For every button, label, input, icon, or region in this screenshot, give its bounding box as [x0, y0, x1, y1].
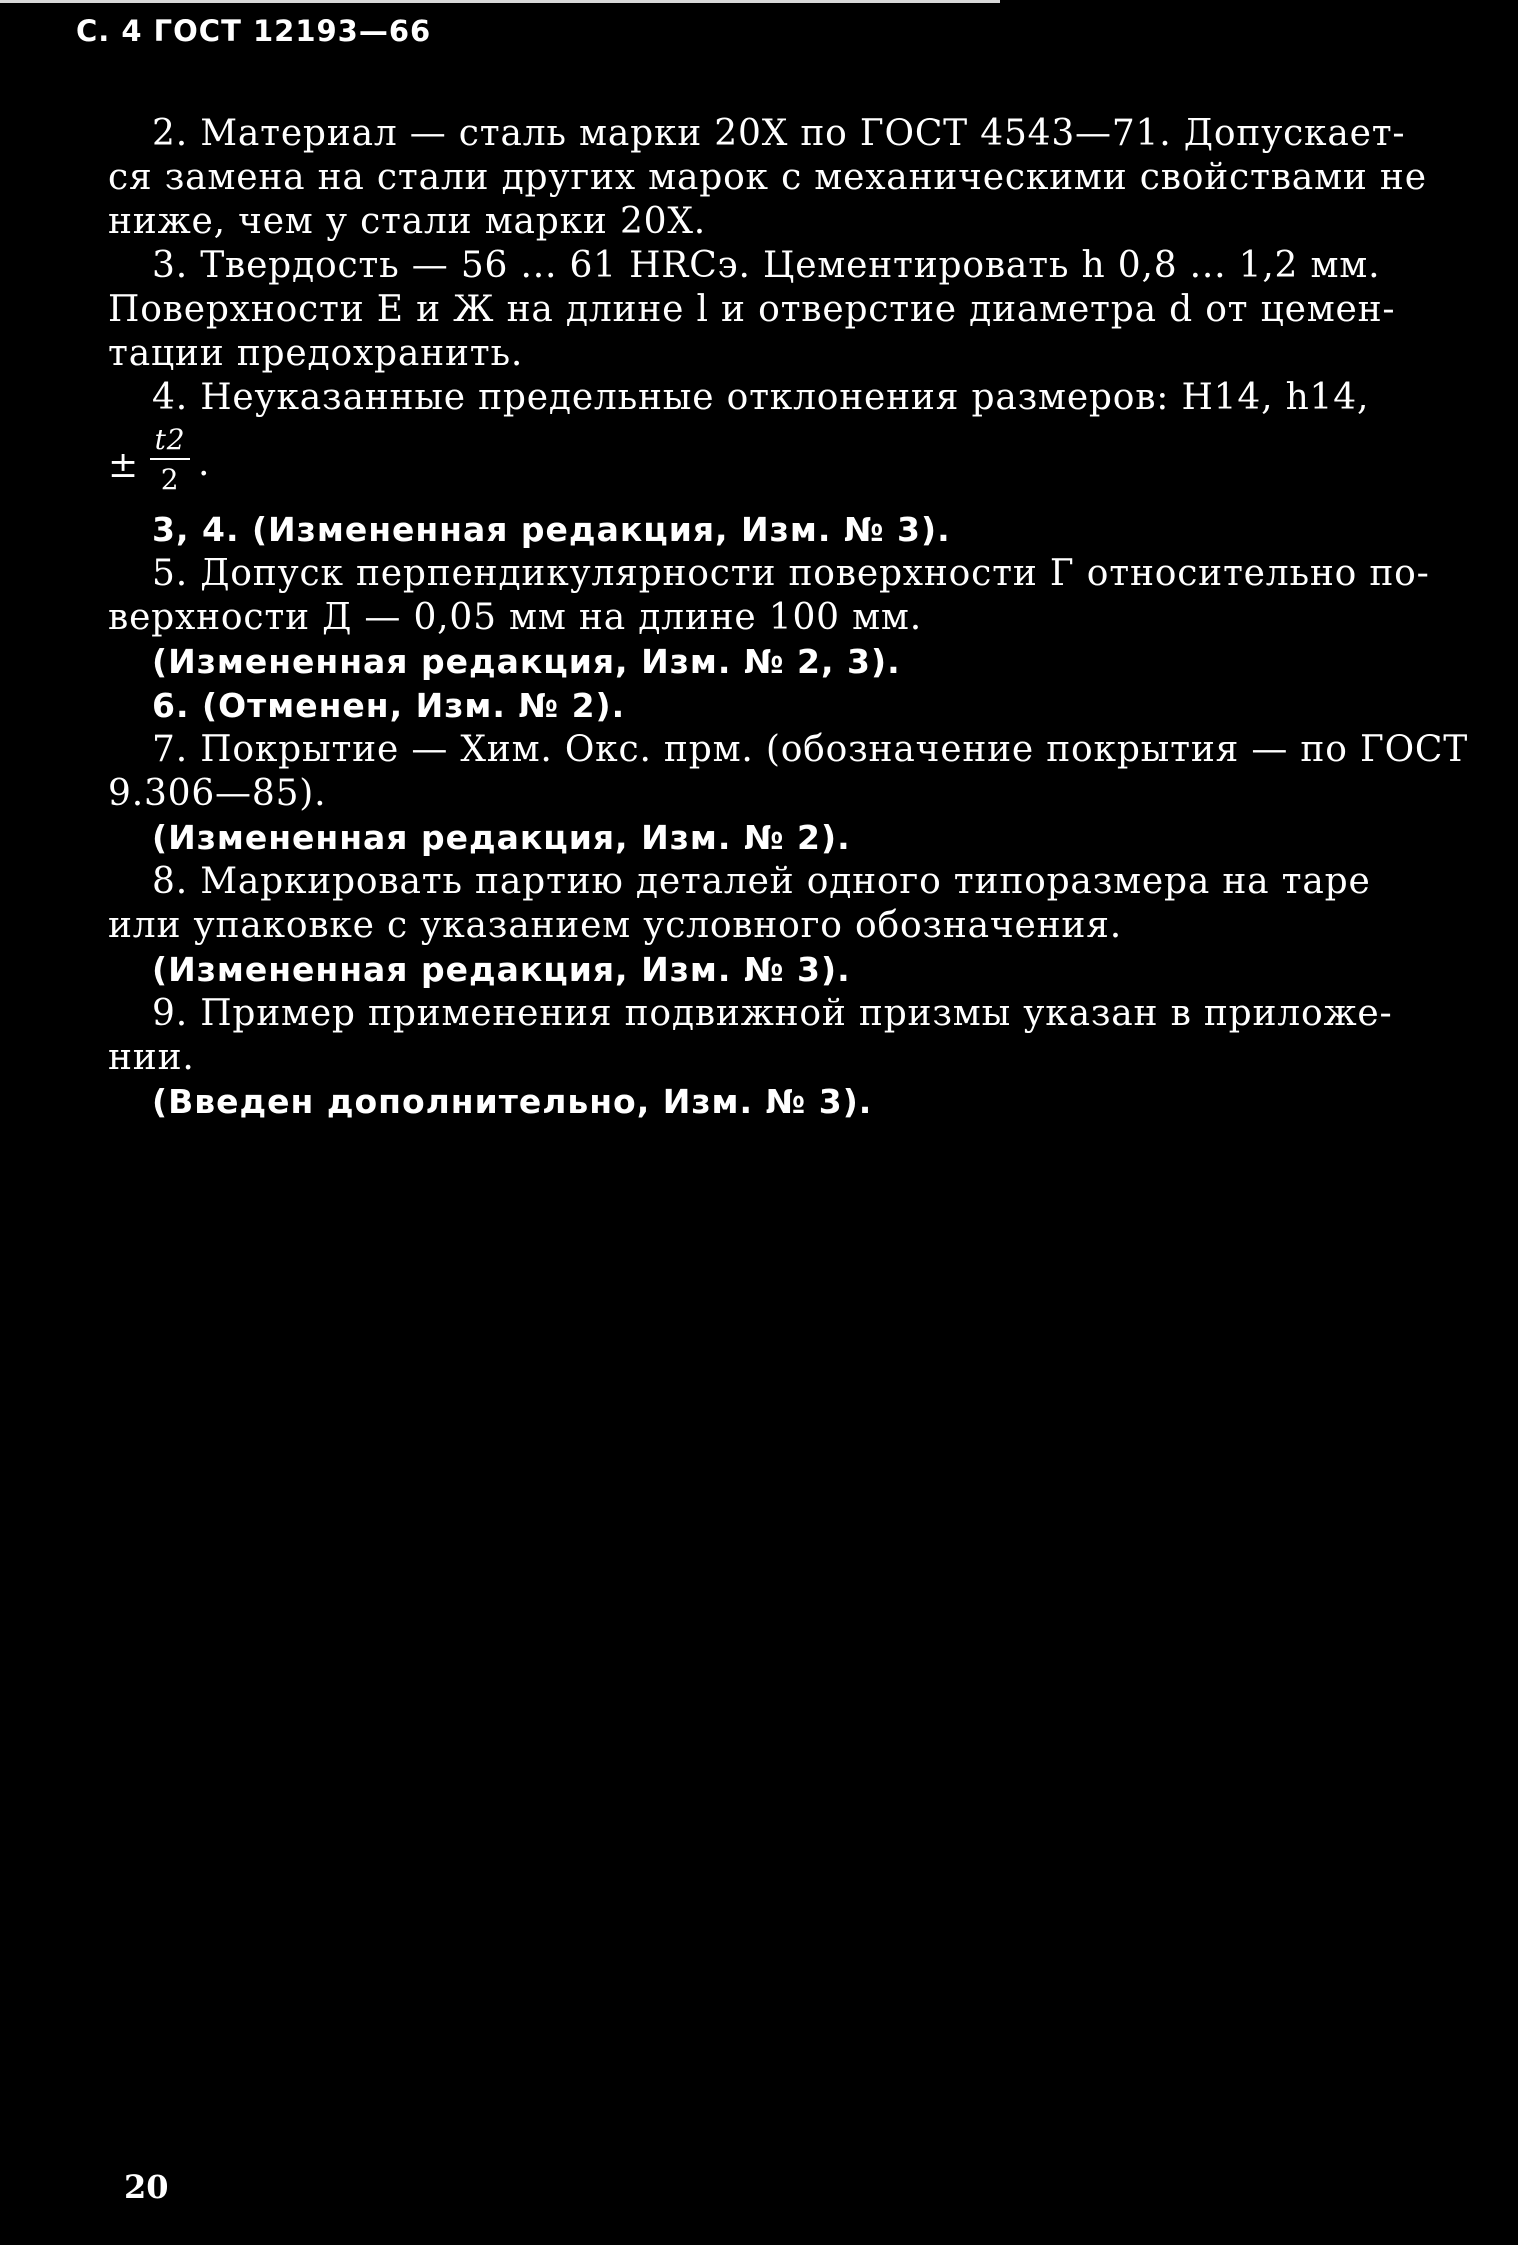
- added-note-9: (Введен дополнительно, Изм. № 3).: [152, 1082, 873, 1121]
- amendment-note-8: (Измененная редакция, Изм. № 3).: [152, 950, 851, 989]
- text-line-2: ся замена на стали других марок с механическими свойствами не: [108, 157, 1427, 198]
- amendment-note-3-4: 3, 4. (Измененная редакция, Изм. № 3).: [152, 510, 951, 549]
- page-number: 20: [124, 2168, 169, 2206]
- text-line-11: верхности Д — 0,05 мм на длине 100 мм.: [108, 597, 922, 638]
- top-rule: [0, 0, 1000, 3]
- document-body: [108, 112, 1469, 1124]
- amendment-note-7: (Измененная редакция, Изм. № 2).: [152, 818, 851, 857]
- cancelled-note-6: 6. (Отменен, Изм. № 2).: [152, 686, 626, 725]
- text-line-18: или упаковке с указанием условного обозначения.: [108, 905, 1122, 946]
- amendment-note-5: (Измененная редакция, Изм. № 2, 3).: [152, 642, 901, 681]
- text-line-5: Поверхности Е и Ж на длине l и отверстие диаметра d от цемен-: [108, 289, 1396, 330]
- text-line-10: 5. Допуск перпендикулярности поверхности Г относительно по-: [152, 553, 1430, 594]
- text-line-15: 9.306—85).: [108, 773, 327, 814]
- fraction: [150, 424, 190, 496]
- text-line-20: 9. Пример применения подвижной призмы указан в приложе-: [152, 993, 1393, 1034]
- text-line-3: ниже, чем у стали марки 20Х.: [108, 201, 707, 242]
- text-line-6: тации предохранить.: [108, 333, 524, 374]
- fraction-denominator: 2: [160, 463, 180, 496]
- text-line-17: 8. Маркировать партию деталей одного типоразмера на таре: [152, 861, 1371, 902]
- text-line-21: нии.: [108, 1037, 195, 1078]
- page-header: С. 4 ГОСТ 12193—66: [76, 14, 432, 48]
- fraction-numerator: t2: [150, 424, 190, 460]
- text-line-7: 4. Неуказанные предельные отклонения размеров: Н14, h14,: [152, 377, 1370, 418]
- plus-minus-sign: ±: [108, 445, 139, 486]
- formula-period: .: [198, 443, 211, 484]
- text-line-4: 3. Твердость — 56 ... 61 HRCэ. Цементировать h 0,8 ... 1,2 мм.: [152, 245, 1381, 286]
- text-line-14: 7. Покрытие — Хим. Окс. прм. (обозначение покрытия — по ГОСТ: [152, 729, 1469, 770]
- tolerance-formula: [108, 420, 1408, 508]
- text-line-1: 2. Материал — сталь марки 20Х по ГОСТ 4543—71. Допускает-: [152, 113, 1406, 154]
